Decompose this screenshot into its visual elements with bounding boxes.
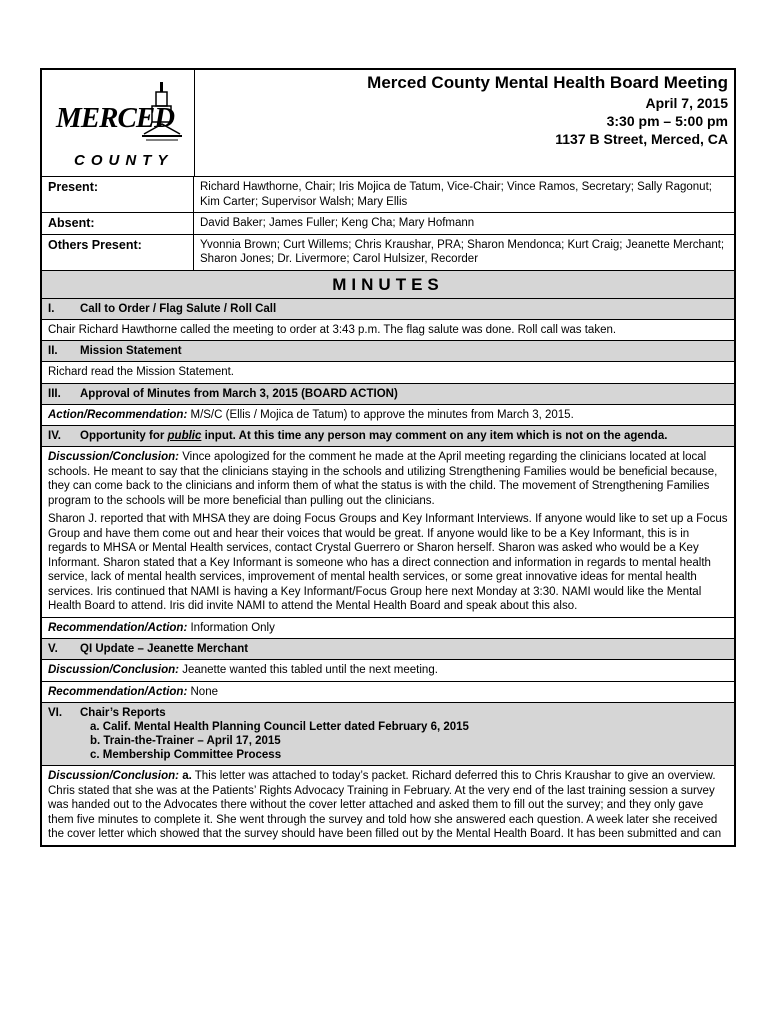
section-title: QI Update – Jeanette Merchant: [80, 643, 249, 655]
absent-value: David Baker; James Fuller; Keng Cha; Mary Hofmann: [200, 217, 475, 229]
others-present-label: Others Present:: [42, 235, 194, 270]
section-body: [42, 446, 734, 617]
discussion-label: Discussion/Conclusion:: [48, 451, 179, 463]
section-title: Chair’s Reports: [80, 707, 166, 719]
section-number: I.: [48, 302, 55, 315]
meeting-info: [195, 70, 734, 176]
sub-item: b. Train-the-Trainer – April 17, 2015: [90, 735, 281, 747]
section-heading: [42, 298, 734, 319]
recommendation-text: Information Only: [187, 621, 275, 634]
discussion-label: Discussion/Conclusion:: [48, 664, 179, 676]
section-body: [42, 361, 734, 383]
recommendation-label: Recommendation/Action:: [48, 685, 188, 698]
document-header: [42, 70, 734, 176]
section-title: Call to Order / Flag Salute / Roll Call: [80, 302, 277, 315]
section-title-emphasis: public: [167, 430, 202, 442]
minutes-heading: MINUTES: [42, 270, 734, 298]
section-title-pre: Opportunity for: [80, 430, 168, 442]
merced-county-logo: [42, 70, 195, 176]
section-heading: [42, 425, 734, 446]
section-body: [42, 404, 734, 426]
present-label: Present:: [42, 177, 194, 212]
present-value: Richard Hawthorne, Chair; Iris Mojica de Tatum, Vice-Chair; Vince Ramos, Secretary; Sally Ragonut; Kim Carter; Supervisor Walsh; Mary Ellis: [200, 181, 712, 208]
recommendation-text: None: [187, 685, 218, 698]
section-number: II.: [48, 345, 58, 357]
item-marker: a.: [179, 770, 192, 782]
section-number: V.: [48, 643, 58, 655]
section-recommendation: [42, 617, 734, 639]
absent-label: Absent:: [42, 213, 194, 234]
discussion-label: Discussion/Conclusion:: [48, 770, 179, 782]
section-title: Mission Statement: [80, 345, 182, 357]
logo-merced-text: MERCED: [56, 102, 175, 134]
absent-row: [42, 212, 734, 234]
section-title-post: input. At this time any person may comment on any item which is not on the agenda.: [201, 430, 668, 442]
recommendation-label: Recommendation/Action:: [48, 621, 188, 634]
section-text: M/S/C (Ellis / Mojica de Tatum) to approve the minutes from March 3, 2015.: [187, 408, 574, 421]
action-label: Action/Recommendation:: [48, 408, 188, 421]
section-text: Richard read the Mission Statement.: [48, 366, 235, 378]
meeting-address: 1137 B Street, Merced, CA: [555, 131, 728, 147]
section-heading: [42, 383, 734, 404]
section-text: Vince apologized for the comment he made at the April meeting regarding the clinicians located at local schools. He meant to say that the clinicians staying in the schools and utilizing Strengthening Families would be beneficial because, they can come back to the clinicians and inform them of what the status is with the child. The movement of Strengthening Families program to the schools will be more beneficial than pulling out the clinicians.: [48, 451, 718, 507]
present-row: [42, 176, 734, 212]
section-heading: [42, 638, 734, 659]
section-text: This letter was attached to today’s packet. Richard deferred this to Chris Kraushar to give an overview. Chris stated that she was at the Patients’ Rights Advocacy Training in February. At the very end of the last training session a survey was handed out to the Advocates there without the cover letter attached and asked them to fill out the survey; and they only gave them five minutes to complete it. She went through the survey and told how she answered each question. A week later she received the cover letter which showed that the survey should have been filled out by the Mental Health Board. It has been submitted and can: [48, 770, 722, 840]
section-text: Sharon J. reported that with MHSA they are doing Focus Groups and Key Informant Interviews. If anyone would like to set up a Focus Group and have them come out and hear their voices that would be great. If anyone would like to be a Key Informant, this is in regards to MHSA or Mental Health services, contact Crystal Guerrero or Sharon herself. Sharon was asked who would be a Key Informant. Sharon stated that a Key Informant is someone who has a direct connection and information in regards to mental health service, lack of mental health services, improvement of mental health services, or some great innovative ideas for mental health services. Iris continued that NAMI is having a Key Informant/Focus Group here next Monday at 3:30. NAMI would like the Mental Health Board to attend. Iris did invite NAMI to attend the Mental Health Board and speak about this also.: [48, 513, 728, 612]
meeting-title: Merced County Mental Health Board Meeting: [367, 73, 728, 92]
section-title: Approval of Minutes from March 3, 2015 (BOARD ACTION): [80, 387, 398, 400]
section-heading: [42, 340, 734, 361]
section-body: [42, 765, 734, 845]
meeting-date: April 7, 2015: [645, 95, 728, 111]
minutes-document: [40, 68, 736, 847]
section-text: Jeanette wanted this tabled until the next meeting.: [179, 664, 438, 676]
logo-county-text: COUNTY: [74, 152, 174, 169]
others-present-row: [42, 234, 734, 270]
sub-item: c. Membership Committee Process: [90, 749, 282, 761]
section-body: [42, 659, 734, 681]
meeting-time: 3:30 pm – 5:00 pm: [606, 113, 728, 129]
section-number: III.: [48, 387, 61, 400]
section-recommendation: [42, 681, 734, 703]
section-number: IV.: [48, 430, 62, 442]
section-heading: [42, 702, 734, 765]
section-number: VI.: [48, 707, 63, 719]
others-present-value: Yvonnia Brown; Curt Willems; Chris Kraushar, PRA; Sharon Mendonca; Kurt Craig; Jeanette Merchant; Sharon Jones; Dr. Livermore; Carol Hulsizer, Recorder: [200, 238, 725, 265]
section-body: [42, 319, 734, 341]
sub-item: a. Calif. Mental Health Planning Council Letter dated February 6, 2015: [90, 721, 469, 733]
section-text: Chair Richard Hawthorne called the meeting to order at 3:43 p.m. The flag salute was done. Roll call was taken.: [48, 323, 617, 336]
